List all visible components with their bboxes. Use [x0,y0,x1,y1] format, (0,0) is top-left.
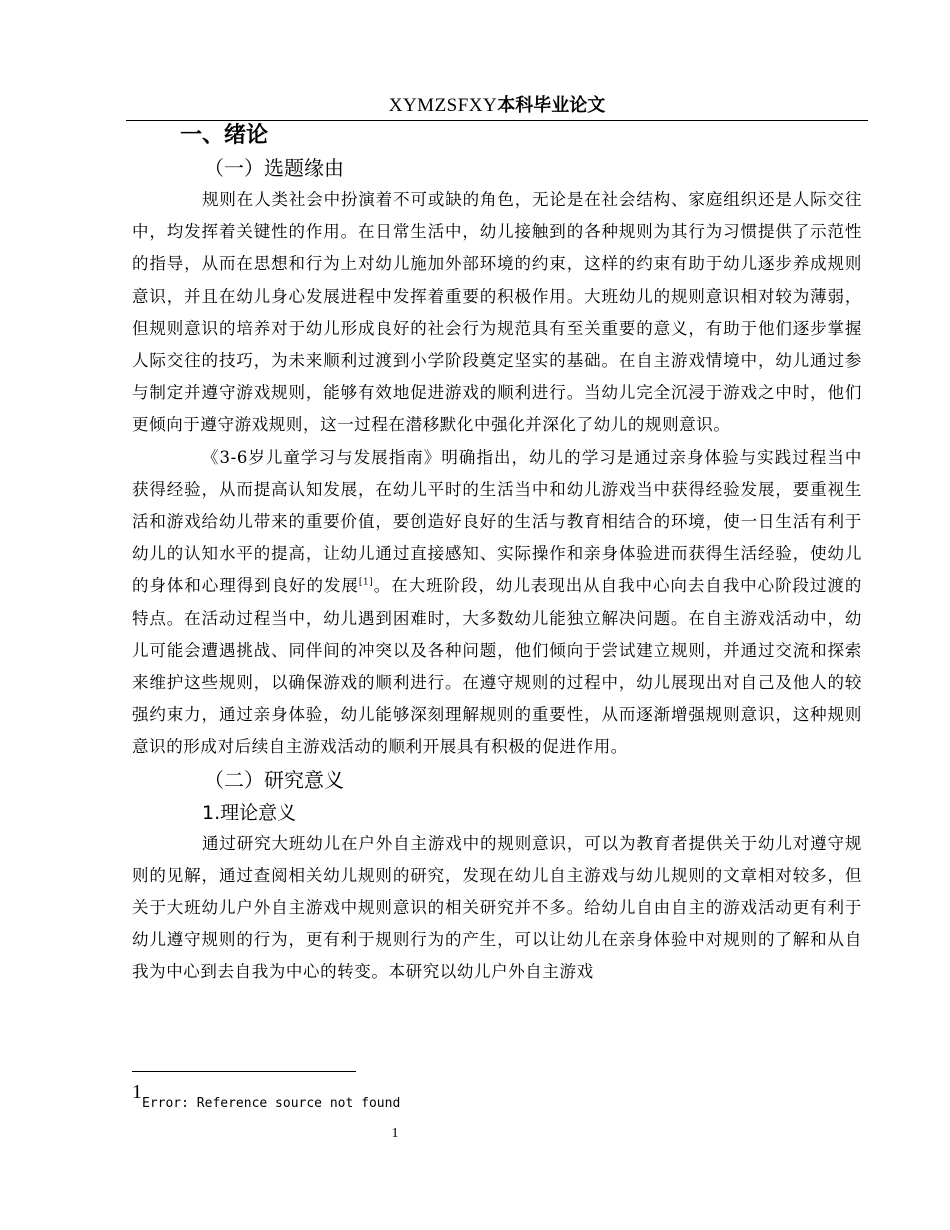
running-header [126,92,868,121]
paragraph-guidelines [132,442,862,764]
main-content [132,120,862,989]
section-heading-introduction: 一、绪论 [180,123,269,148]
paragraph-theoretical-significance: 通过研究大班幼儿在户外自主游戏中的规则意识，可以为教育者提供关于幼儿对遵守规则的见解，通过查阅相关幼儿规则的研究，发现在幼儿自主游戏与幼儿规则的文章相对较多，但关于大班幼儿户外自主游戏中规则意识的相关研究并不多。给幼儿自由自主的游戏活动更有利于幼儿遵守规则的行为，更有利于规则行为的产生，可以让幼儿在亲身体验中对规则的了解和从自我为中心到去自我为中心的转变。本研究以幼儿户外自主游戏 [132,833,862,982]
citation-ref-1[interactable]: [1] [358,577,374,588]
header-title: 本科毕业论文 [497,95,606,116]
subsection-heading-significance: （二）研究意义 [204,767,344,792]
footnote-mark: 1 [132,1081,142,1103]
paragraph-guidelines-part1: 《3-6岁儿童学习与发展指南》明确指出，幼儿的学习是通过亲身体验与实践过程当中获得经验，从而提高认知发展，在幼儿平时的生活当中和幼儿游戏当中获得经验发展，要重视生活和游戏给幼儿带来的重要价值，要创造好良好的生活与教育相结合的环境，使一日生活有利于幼儿的认知水平的提高，让幼儿通过直接感知、实际操作和亲身体验进而获得生活经验，使幼儿的身体和心理得到良好的发展 [132,447,862,596]
footnote-separator [132,1071,356,1072]
page-number: 1 [391,1126,399,1141]
footnote-text: Error: Reference source not found [142,1096,401,1111]
paragraph-guidelines-part2: 。在大班阶段，幼儿表现出从自我中心向去自我中心阶段过渡的特点。在活动过程当中，幼儿遇到困难时，大多数幼儿能独立解决问题。在自主游戏活动中，幼儿可能会遭遇挑战、同伴间的冲突以及各种问题，他们倾向于尝试建立规则，并通过交流和探索来维护这些规则，以确保游戏的顺利进行。在遵守规则的过程中，幼儿展现出对自己及他人的较强约束力，通过亲身体验，幼儿能够深刻理解规则的重要性，从而逐渐增强规则意识，这种规则意识的形成对后续自主游戏活动的顺利开展具有积极的促进作用。 [132,576,862,757]
paragraph-rules-role: 规则在人类社会中扮演着不可或缺的角色，无论是在社会结构、家庭组织还是人际交往中，均发挥着关键性的作用。在日常生活中，幼儿接触到的各种规则为其行为习惯提供了示范性的指导，从而在思想和行为上对幼儿施加外部环境的约束，这样的约束有助于幼儿逐步养成规则意识，并且在幼儿身心发展进程中发挥着重要的积极作用。大班幼儿的规则意识相对较为薄弱，但规则意识的培养对于幼儿形成良好的社会行为规范具有至关重要的意义，有助于他们逐步掌握人际交往的技巧，为未来顺利过渡到小学阶段奠定坚实的基础。在自主游戏情境中，幼儿通过参与制定并遵守游戏规则，能够有效地促进游戏的顺利进行。当幼儿完全沉浸于游戏之中时，他们更倾向于遵守游戏规则，这一过程在潜移默化中强化并深化了幼儿的规则意识。 [132,190,862,435]
footnote [132,1081,401,1111]
header-school-code: XYMZSFXY [388,95,498,116]
item-heading-theoretical-significance: 1.理论意义 [202,801,297,824]
subsection-heading-topic-origin: （一）选题缘由 [204,156,344,180]
